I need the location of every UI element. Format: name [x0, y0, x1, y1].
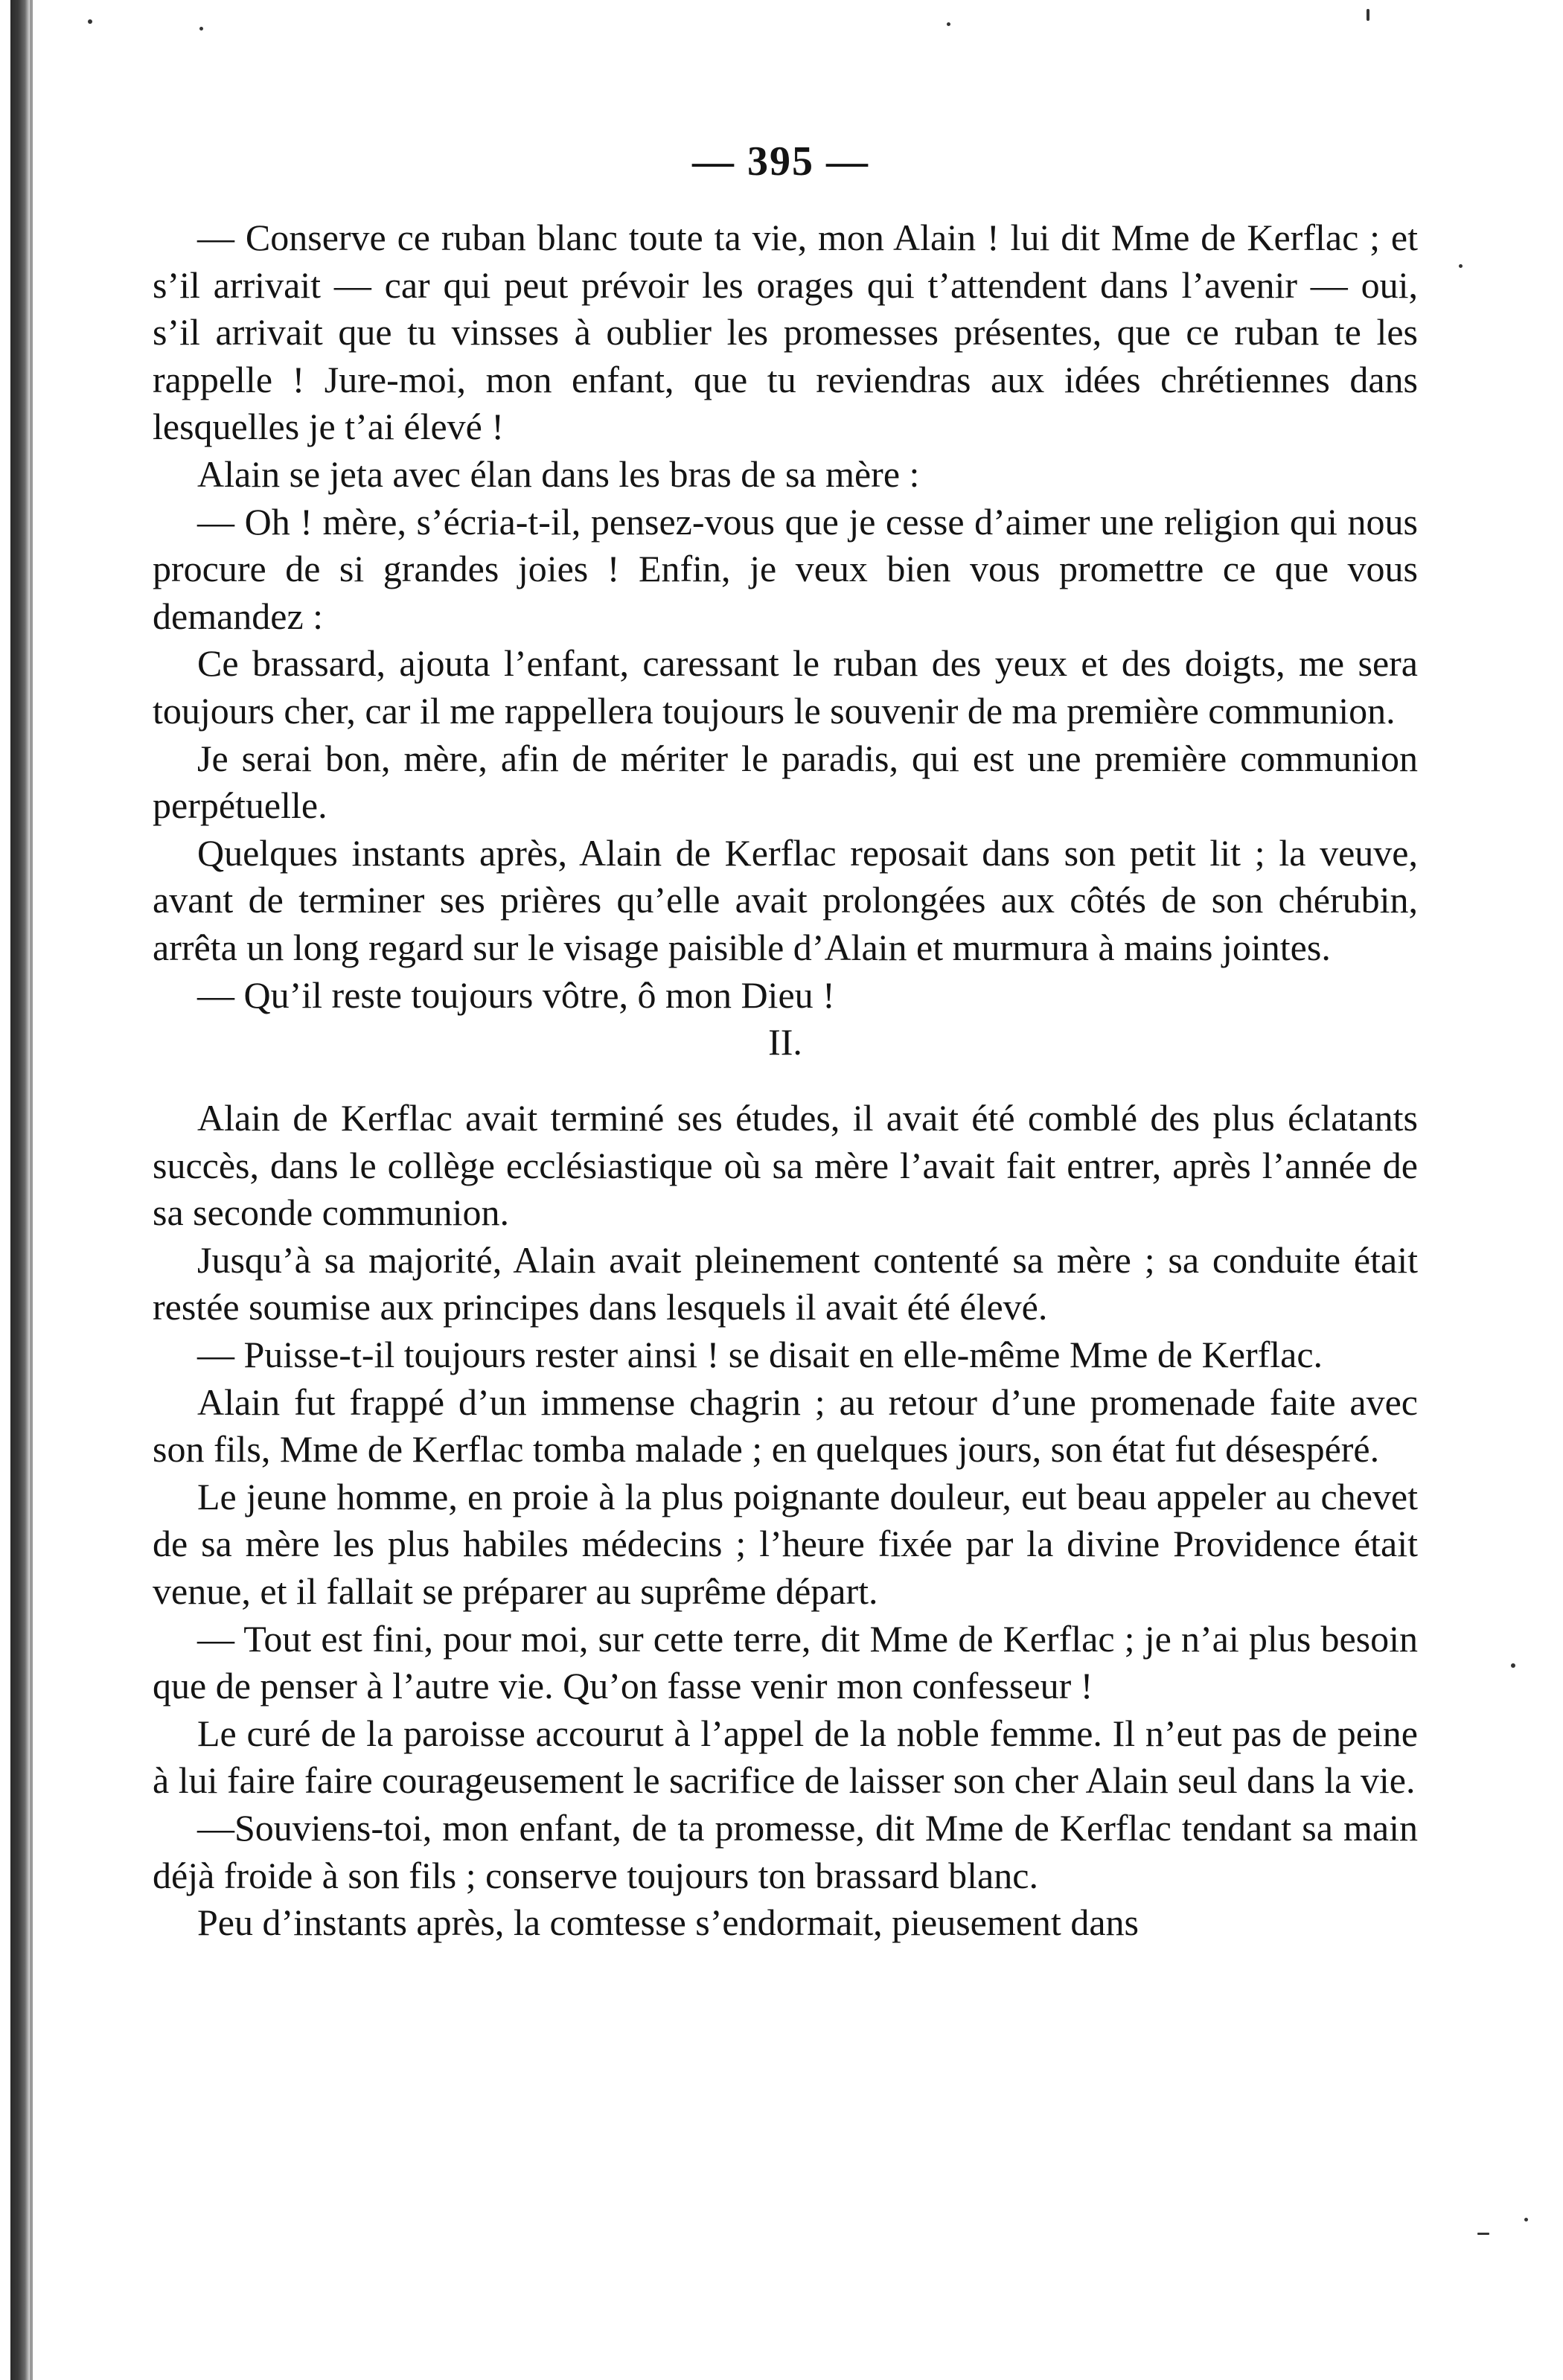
paragraph: Peu d’instants après, la comtesse s’endormait, pieusement dans: [197, 1901, 1139, 1944]
paragraph: Jusqu’à sa majorité, Alain avait pleinement contenté sa mère ; sa conduite était restée soumise aux principes dans lesquels il avait été élevé.: [153, 1238, 1418, 1328]
paragraph: —Souviens-toi, mon enfant, de ta promesse, dit Mme de Kerflac tendant sa main déjà froide à son fils ; conserve toujours ton brassard blanc.: [153, 1807, 1418, 1896]
paragraph: — Conserve ce ruban blanc toute ta vie, mon Alain ! lui dit Mme de Kerflac ; et s’il arrivait — car qui peut prévoir les orages qui t’attendent dans l’avenir — oui, s’il arrivait que tu vinsses à oublier les promesses présentes, que ce ruban te les rappelle ! Jure-moi, mon enfant, que tu reviendras aux idées chrétiennes dans lesquelles je t’ai élevé !: [153, 217, 1418, 448]
print-speck: [199, 27, 203, 31]
paragraph: Ce brassard, ajouta l’enfant, caressant le ruban des yeux et des doigts, me sera toujours cher, car il me rappellera toujours le souvenir de ma première communion.: [153, 642, 1418, 732]
page-binding-edge: [10, 0, 30, 2380]
paragraph: — Oh ! mère, s’écria-t-il, pensez-vous que je cesse d’aimer une religion qui nous procure de si grandes joies ! Enfin, je veux bien vous promettre ce que vous demandez :: [153, 500, 1418, 637]
page-number: — 395 —: [692, 138, 869, 185]
print-speck: [1477, 2233, 1489, 2235]
main-text: [153, 214, 1418, 1947]
paragraph: Le jeune homme, en proie à la plus poignante douleur, eut beau appeler au chevet de sa mère les plus habiles médecins ; l’heure fixée par la divine Providence était venue, et il fallait se préparer au suprême départ.: [153, 1475, 1418, 1613]
print-speck: [1367, 9, 1369, 21]
print-speck: [1524, 2218, 1528, 2221]
print-speck: [947, 22, 950, 26]
print-speck: [1459, 264, 1463, 268]
paragraph: Alain de Kerflac avait terminé ses études, il avait été comblé des plus éclatants succès, dans le collège ecclésiastique où sa mère l’avait fait entrer, après l’année de sa seconde communion.: [153, 1097, 1418, 1234]
print-speck: [88, 19, 92, 24]
paragraph: — Puisse-t-il toujours rester ainsi ! se disait en elle-même Mme de Kerflac.: [197, 1334, 1323, 1376]
paragraph: — Tout est fini, pour moi, sur cette terre, dit Mme de Kerflac ; je n’ai plus besoin que de penser à l’autre vie. Qu’on fasse venir mon confesseur !: [153, 1617, 1418, 1707]
page-binding-shadow: [30, 0, 33, 2380]
paragraph: Je serai bon, mère, afin de mériter le paradis, qui est une première communion perpétuelle.: [153, 737, 1418, 827]
paragraph: — Qu’il reste toujours vôtre, ô mon Dieu !: [197, 973, 835, 1016]
print-speck: [1511, 1663, 1515, 1668]
paragraph: Alain se jeta avec élan dans les bras de sa mère :: [197, 452, 920, 495]
paragraph: Alain fut frappé d’un immense chagrin ; au retour d’une promenade faite avec son fils, Mme de Kerflac tomba malade ; en quelques jours, son état fut désespéré.: [153, 1381, 1418, 1471]
section-heading: II.: [768, 1021, 802, 1063]
paragraph: Quelques instants après, Alain de Kerflac reposait dans son petit lit ; la veuve, avant de terminer ses prières qu’elle avait prolongées aux côtés de son chérubin, arrêta un long regard sur le visage paisible d’Alain et murmura à mains jointes.: [153, 831, 1418, 968]
paragraph: Le curé de la paroisse accourut à l’appel de la noble femme. Il n’eut pas de peine à lui faire faire courageusement le sacrifice de laisser son cher Alain seul dans la vie.: [153, 1712, 1418, 1802]
